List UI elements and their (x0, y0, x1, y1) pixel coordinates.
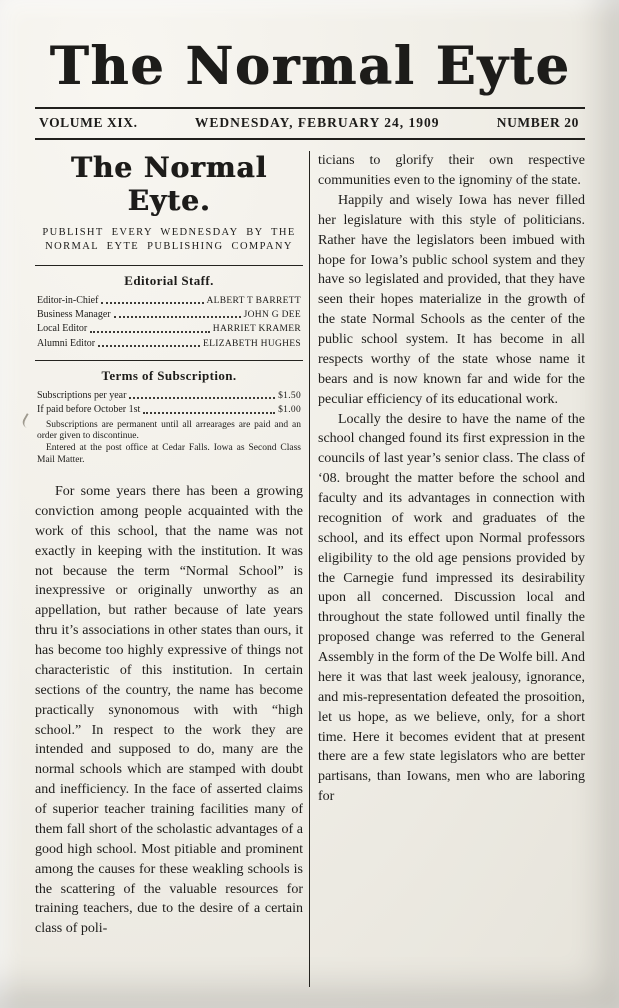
dotted-leader (98, 345, 200, 347)
staff-name: ELIZABETH HUGHES (203, 338, 301, 349)
dotted-leader (129, 397, 275, 399)
staff-name: ALBERT T BARRETT (206, 295, 301, 306)
leader-row (37, 294, 301, 307)
leader-row (37, 337, 301, 350)
right-column (318, 149, 585, 987)
margin-pen-mark (20, 413, 37, 428)
leader-row (37, 308, 301, 321)
article-paragraph: ticians to glorify their own respective communities even to the ignominy of the state. (318, 153, 585, 189)
column-rule (35, 265, 303, 266)
leader-row (37, 389, 301, 402)
columns-container (35, 149, 585, 987)
dotted-leader (114, 316, 241, 318)
dotted-leader (101, 302, 203, 304)
issue-number: NUMBER 20 (496, 115, 579, 131)
leader-row (37, 322, 301, 335)
leader-row (37, 403, 301, 416)
terms-notes (35, 420, 303, 468)
publisher-line: PUBLISHT EVERY WEDNESDAY BY THE NORMAL EYTE PUBLISHING COMPANY (42, 227, 296, 253)
term-label: Subscriptions per year (37, 389, 127, 401)
terms-list (35, 389, 303, 417)
issue-date: WEDNESDAY, FEBRUARY 24, 1909 (194, 115, 440, 131)
staff-role: Alumni Editor (37, 337, 96, 349)
paper-title: The Normal Eyte. (70, 151, 268, 218)
editorial-staff-heading: Editorial Staff. (124, 272, 214, 288)
article-paragraph: For some years there has been a growing conviction among people acquainted with the work of this school, that the name was not exactly in keeping with the institution. It was not because the term “Normal School” is inexpressive or originally unworthy as an appellation, but rather because of late years thru it’s associations in other states than ours, it has become too highly expressive of things not characteristic of this institution. In certain sections of the country, the name has become practically synonomous with with “high school.” In respect to the work they are intended and supposed to do, many are the normal schools which are stamped with doubt and inefficiency. In the face of asserted claims of superior teacher training facilities many of them fall short of the scholastic advantages of a good high school. Most pitiable and prominent among the causes for these weakling schools is the scattering of the valuable resources for training teachers, due to the desire of a certain class of poli- (35, 484, 303, 937)
column-divider-rule (309, 151, 310, 987)
left-article (35, 482, 303, 939)
terms-note: Subscriptions are permanent until all arrearages are paid and an order given to discontinue. (37, 419, 301, 442)
term-amount: $1.50 (278, 390, 301, 401)
staff-role: Local Editor (37, 323, 88, 335)
volume-label: VOLUME XIX. (39, 115, 138, 131)
right-article (318, 151, 585, 807)
dotted-leader (90, 331, 210, 333)
staff-role: Business Manager (37, 308, 111, 320)
terms-note: Entered at the post office at Cedar Falls. Iowa as Second Class Mail Matter. (37, 443, 301, 466)
masthead-title: The Normal Eyte (49, 36, 571, 97)
issue-info-bar (35, 107, 585, 140)
staff-name: JOHN G DEE (243, 309, 301, 320)
terms-heading: Terms of Subscription. (101, 367, 237, 383)
article-paragraph: Locally the desire to have the name of the school changed found its first expression in the councils of last year’s senior class. The class of ‘08. brought the matter before the school and faculty and its advantages in connection with recognition of work and graduates of the school, and its effect upon Normal professors eligibility to the old age pensions provided by the Carnegie fund impressed its desirability upon all concerned. Discussion local and throughout the state followed until finally the proposed change was referred to the General Assembly in the form of the De Wolfe bill. And here it was that last week jealousy, ignorance, and mis-representation defeated the prosoition, let us hope, as we believe, only, for a short time. Here it becomes evident that at present there are a few state legislators who are better partisans, than Iowans, men who are laboring for (318, 411, 585, 805)
dotted-leader (143, 412, 275, 414)
staff-name: HARRIET KRAMER (212, 324, 301, 335)
staff-role: Editor-in-Chief (37, 294, 99, 306)
article-paragraph: Happily and wisely Iowa has never filled her legislature with this style of politicians. Rather have the legislators been imbued with hope for Iowa’s public school system and they have so legislated and provided, that they have seen their hopes materialize in the growth of the state Normal Schools as the center of the public school system. It has become in all respects worthy of the state whose name it bears and is now known far and wide for the peculiar efficiency of its educational work. (318, 192, 585, 407)
column-rule (35, 360, 303, 361)
term-amount: $1.00 (278, 405, 301, 416)
term-label: If paid before October 1st (37, 404, 141, 416)
staff-list (35, 294, 303, 350)
left-column (35, 149, 303, 987)
